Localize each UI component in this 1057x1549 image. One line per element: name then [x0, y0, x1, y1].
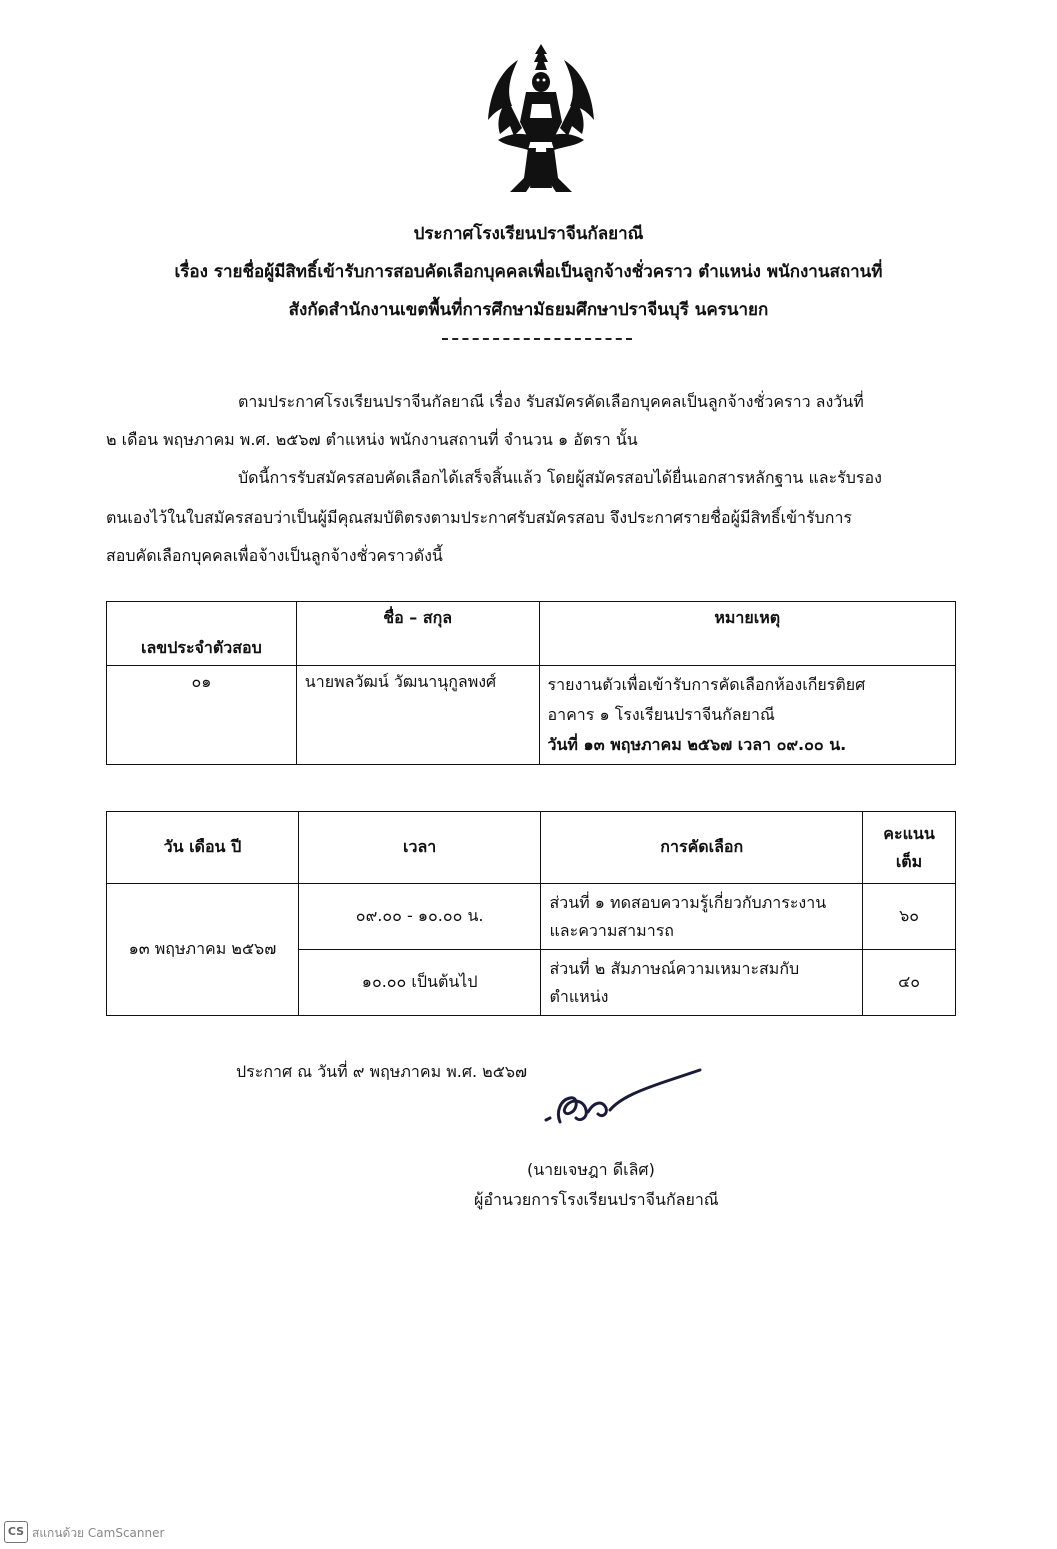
- header-score: [863, 812, 956, 884]
- remark-line-2: อาคาร ๑ โรงเรียนปราจีนกัลยาณี: [547, 705, 775, 724]
- candidate-name-cell: นายพลวัฒน์ วัฒนานุกูลพงศ์: [296, 666, 539, 765]
- table-row: [107, 884, 956, 950]
- subject-line-1: เรื่อง รายชื่อผู้มีสิทธิ์เข้ารับการสอบคัดเลือกบุคคลเพื่อเป็นลูกจ้างชั่วคราว ตำแหน่ง พนักงานสถานที่: [174, 262, 883, 282]
- header-name: ชื่อ – สกุล: [296, 602, 539, 666]
- announcement-title: ประกาศโรงเรียนปราจีนกัลยาณี: [413, 224, 644, 244]
- header-time: เวลา: [298, 812, 541, 884]
- paragraph-1-line-2: ๒ เดือน พฤษภาคม พ.ศ. ๒๕๖๗ ตำแหน่ง พนักงานสถานที่ จำนวน ๑ อัตรา นั้น: [106, 430, 638, 449]
- selection-cell: [541, 950, 863, 1016]
- schedule-table: [106, 811, 956, 1016]
- selection-cell: [541, 884, 863, 950]
- signature-icon: [540, 1066, 710, 1130]
- header-remark: หมายเหตุ: [539, 602, 956, 666]
- paragraph-2-line-2: ตนเองไว้ในใบสมัครสอบว่าเป็นผู้มีคุณสมบัติตรงตามประกาศรับสมัครสอบ จึงประกาศรายชื่อผู้มีสิทธิ์เข้ารับการ: [106, 508, 853, 527]
- score-cell: ๔๐: [863, 950, 956, 1016]
- time-cell: ๑๐.๐๐ เป็นต้นไป: [298, 950, 541, 1016]
- signer-name: (นายเจษฎา ดีเลิศ): [527, 1160, 655, 1179]
- camscanner-logo-icon: CS: [4, 1521, 28, 1543]
- paragraph-1-line-1: ตามประกาศโรงเรียนปราจีนกัลยาณี เรื่อง รับสมัครคัดเลือกบุคคลเป็นลูกจ้างชั่วคราว ลงวันที่: [238, 392, 864, 411]
- candidates-header-row: [107, 602, 956, 666]
- title-divider: [442, 338, 632, 340]
- camscanner-watermark: สแกนด้วย CamScanner: [32, 1526, 165, 1540]
- remark-cell: [539, 666, 956, 765]
- header-date: วัน เดือน ปี: [107, 812, 299, 884]
- table-row: [107, 666, 956, 765]
- header-score-line-1: คะแนน: [883, 823, 935, 843]
- selection-line-2: และความสามารถ: [549, 920, 674, 940]
- header-score-line-2: เต็ม: [895, 851, 923, 871]
- score-cell: ๖๐: [863, 884, 956, 950]
- candidates-table: [106, 601, 956, 765]
- header-exam-id: เลขประจำตัวสอบ: [107, 602, 297, 666]
- time-cell: ๐๙.๐๐ - ๑๐.๐๐ น.: [298, 884, 541, 950]
- subject-line-2: สังกัดสำนักงานเขตพื้นที่การศึกษามัธยมศึกษาปราจีนบุรี นครนายก: [288, 300, 769, 320]
- exam-id-cell: ๐๑: [107, 666, 297, 765]
- announce-date: ประกาศ ณ วันที่ ๙ พฤษภาคม พ.ศ. ๒๕๖๗: [236, 1062, 527, 1081]
- garuda-emblem-icon: [478, 40, 604, 200]
- schedule-header-row: [107, 812, 956, 884]
- selection-line-1: ส่วนที่ ๒ สัมภาษณ์ความเหมาะสมกับ: [549, 958, 800, 978]
- remark-line-1: รายงานตัวเพื่อเข้ารับการคัดเลือกห้องเกียรติยศ: [547, 675, 866, 694]
- signer-title: ผู้อำนวยการโรงเรียนปราจีนกัลยาณี: [474, 1190, 719, 1209]
- exam-date-cell: ๑๓ พฤษภาคม ๒๕๖๗: [107, 884, 299, 1016]
- selection-line-2: ตำแหน่ง: [549, 986, 609, 1006]
- header-selection: การคัดเลือก: [541, 812, 863, 884]
- paragraph-2-line-3: สอบคัดเลือกบุคคลเพื่อจ้างเป็นลูกจ้างชั่วคราวดังนี้: [106, 546, 443, 565]
- paragraph-2-line-1: บัดนี้การรับสมัครสอบคัดเลือกได้เสร็จสิ้นแล้ว โดยผู้สมัครสอบได้ยื่นเอกสารหลักฐาน และรับรอง: [238, 468, 882, 487]
- remark-line-3: วันที่ ๑๓ พฤษภาคม ๒๕๖๗ เวลา ๐๙.๐๐ น.: [547, 735, 847, 754]
- selection-line-1: ส่วนที่ ๑ ทดสอบความรู้เกี่ยวกับภาระงาน: [549, 892, 827, 912]
